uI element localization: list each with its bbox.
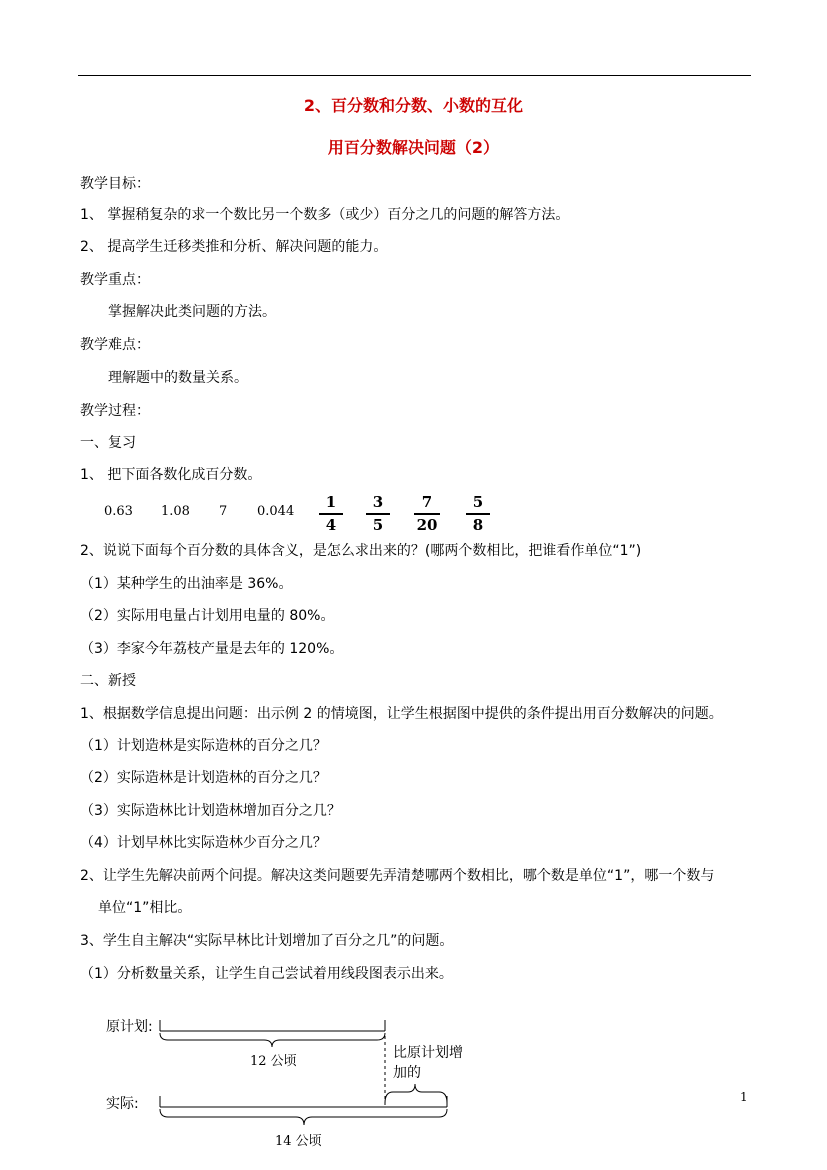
plan-label: 原计划: bbox=[106, 1019, 153, 1035]
key-text: 掌握解决此类问题的方法。 bbox=[108, 304, 276, 320]
difficulty-text: 理解题中的数量关系。 bbox=[108, 370, 248, 386]
new-item-2-cont: 单位“1”相比。 bbox=[98, 900, 192, 916]
doc-title: 2、百分数和分数、小数的互化 bbox=[303, 96, 524, 115]
new-lesson-heading: 二、新授 bbox=[80, 673, 136, 689]
actual-label: 实际: bbox=[106, 1096, 139, 1112]
fraction-numerator: 3 bbox=[372, 493, 384, 511]
increase-label-line1: 比原计划增 bbox=[393, 1045, 463, 1061]
doc-subtitle: 用百分数解决问题（2） bbox=[327, 138, 500, 157]
review-heading: 一、复习 bbox=[80, 435, 136, 451]
fraction-denominator: 4 bbox=[325, 516, 337, 534]
difficulty-heading: 教学难点： bbox=[80, 337, 150, 353]
new-item-1: 1、根据数学信息提出问题：出示例 2 的情境图，让学生根据图中提供的条件提出用百分数解决的问题。 bbox=[80, 706, 723, 722]
increase-label-line2: 加的 bbox=[393, 1065, 421, 1081]
question-2: （2）实际造林是计划造林的百分之几？ bbox=[80, 770, 327, 786]
question-3: （3）实际造林比计划造林增加百分之几？ bbox=[80, 803, 341, 819]
review-item-2a: （1）某种学生的出油率是 36%。 bbox=[80, 576, 293, 592]
decimal-number: 0.044 bbox=[257, 504, 295, 519]
increase-brace bbox=[385, 1084, 447, 1103]
review-item-2c: （3）李家今年荔枝产量是去年的 120%。 bbox=[80, 641, 344, 657]
new-item-2: 2、让学生先解决前两个问提。解决这类问题要先弄清楚哪两个数相比，哪个数是单位“1”，哪一个数与 bbox=[80, 868, 715, 884]
decimal-number: 0.63 bbox=[104, 504, 133, 519]
goal-item-2: 2、 提高学生迁移类推和分析、解决问题的能力。 bbox=[80, 239, 388, 255]
fraction-denominator: 20 bbox=[416, 516, 438, 534]
fraction-numerator: 1 bbox=[325, 493, 337, 511]
fraction-numerator: 7 bbox=[421, 493, 433, 511]
question-4: （4）计划早林比实际造林少百分之几？ bbox=[80, 835, 327, 851]
review-item-2b: （2）实际用电量占计划用电量的 80%。 bbox=[80, 608, 335, 624]
plan-brace bbox=[160, 1033, 385, 1047]
goal-heading: 教学目标： bbox=[80, 176, 150, 192]
fraction-numerator: 5 bbox=[472, 493, 484, 511]
fraction-denominator: 5 bbox=[372, 516, 384, 534]
review-item-2: 2、说说下面每个百分数的具体含义，是怎么求出来的？(哪两个数相比，把谁看作单位“1”) bbox=[80, 543, 642, 559]
key-heading: 教学重点： bbox=[80, 272, 150, 288]
process-heading: 教学过程： bbox=[80, 403, 150, 419]
new-item-3a: （1）分析数量关系，让学生自己尝试着用线段图表示出来。 bbox=[80, 966, 453, 982]
goal-item-1: 1、 掌握稍复杂的求一个数比另一个数多（或少）百分之几的问题的解答方法。 bbox=[80, 207, 570, 223]
question-1: （1）计划造林是实际造林的百分之几？ bbox=[80, 738, 327, 754]
page-number: 1 bbox=[740, 1090, 748, 1104]
actual-brace bbox=[160, 1109, 447, 1125]
decimal-number: 7 bbox=[219, 504, 228, 519]
actual-value: 14 公顷 bbox=[275, 1134, 322, 1149]
review-item-1: 1、 把下面各数化成百分数。 bbox=[80, 467, 262, 483]
plan-value: 12 公顷 bbox=[250, 1054, 297, 1069]
new-item-3: 3、学生自主解决“实际早林比计划增加了百分之几”的问题。 bbox=[80, 933, 454, 949]
decimal-number: 1.08 bbox=[161, 504, 190, 519]
fraction-denominator: 8 bbox=[472, 516, 484, 534]
